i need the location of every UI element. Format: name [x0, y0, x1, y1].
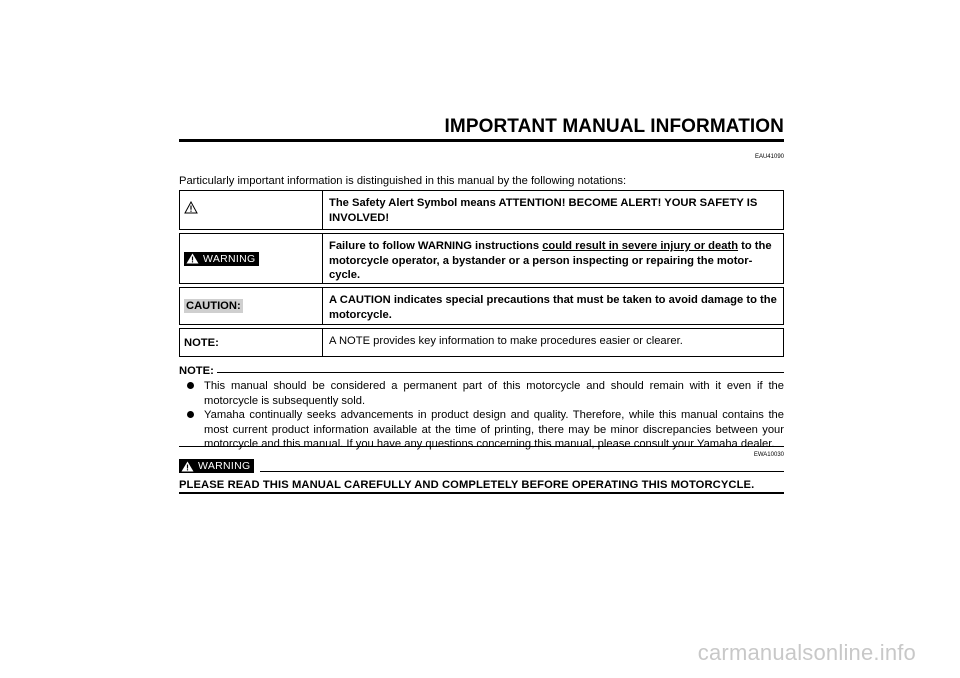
intro-text: Particularly important information is distinguished in this manual by the following notations:: [179, 175, 627, 187]
page-title: IMPORTANT MANUAL INFORMATION: [444, 116, 784, 137]
notation-symbol-cell: [180, 288, 323, 324]
notation-note-text: A NOTE provides key information to make procedures easier or clearer.: [329, 335, 683, 347]
warning-text: PLEASE READ THIS MANUAL CAREFULLY AND COMPLETELY BEFORE OPERATING THIS MOTORCYCLE.: [179, 479, 755, 491]
notation-symbol-cell: [180, 234, 323, 283]
title-rule: [179, 139, 784, 142]
note-section-label: NOTE:: [179, 365, 214, 377]
note-label: NOTE:: [180, 329, 323, 356]
warning-badge: [184, 252, 259, 266]
safety-alert-triangle-icon: [184, 201, 198, 219]
warning-triangle-icon: [186, 253, 199, 264]
bullet-icon: [187, 382, 194, 389]
notation-row-caution: [179, 287, 784, 325]
caution-badge: CAUTION:: [186, 300, 241, 312]
notation-warning-text: [323, 234, 783, 283]
warning-end-rule: [179, 492, 784, 494]
note-header-rule: [217, 372, 784, 373]
note-bullet-list: [179, 379, 784, 452]
notation-symbol-cell: [180, 191, 323, 229]
warning-text-underlined: could result in severe injury or death: [542, 240, 739, 252]
bullet-icon: [187, 411, 194, 418]
note-section: [179, 365, 784, 452]
warning-badge-label: WARNING: [203, 252, 256, 265]
warning-badge: [179, 459, 254, 473]
list-item: [179, 379, 784, 408]
note-header: [179, 365, 784, 377]
warning-header-rule: [260, 471, 784, 472]
notation-alert-text: The Safety Alert Symbol means ATTENTION! BECOME ALERT! YOUR SAFETY IS INVOLVED!: [329, 197, 758, 224]
warning-triangle-icon: [181, 461, 194, 472]
bullet-text: This manual should be considered a permanent part of this motorcycle and should remain with it even if the motorcycle is subsequently sold.: [204, 380, 784, 407]
warning-section: [179, 459, 784, 491]
note-end-rule: [179, 446, 784, 447]
warning-badge-label: WARNING: [198, 460, 251, 472]
warning-text-part: to the motorcycle operator, a bystander or a person inspecting or repairing the motor-cycle.: [329, 240, 772, 281]
notation-row-warning: [179, 233, 784, 284]
section-code: EWA10030: [753, 452, 784, 458]
watermark: carmanualsonline.info: [697, 640, 916, 665]
bullet-text: Yamaha continually seeks advancements in product design and quality. Therefore, while this manual contains the most current product information available at the time of printing, there may be minor discrepancies between your motorcycle and this manual. If you have any questions concerning this manual, please consult your Yamaha dealer.: [204, 409, 784, 450]
warning-text-part: Failure to follow WARNING instructions: [329, 240, 543, 252]
section-code: EAU41090: [754, 154, 784, 160]
notation-row-note: [179, 328, 784, 357]
list-item: [179, 408, 784, 452]
warning-header: [179, 459, 784, 473]
notation-row-alert: [179, 190, 784, 230]
notation-table: [179, 190, 784, 360]
notation-caution-text: A CAUTION indicates special precautions that must be taken to avoid damage to the motorcycle.: [329, 294, 777, 321]
